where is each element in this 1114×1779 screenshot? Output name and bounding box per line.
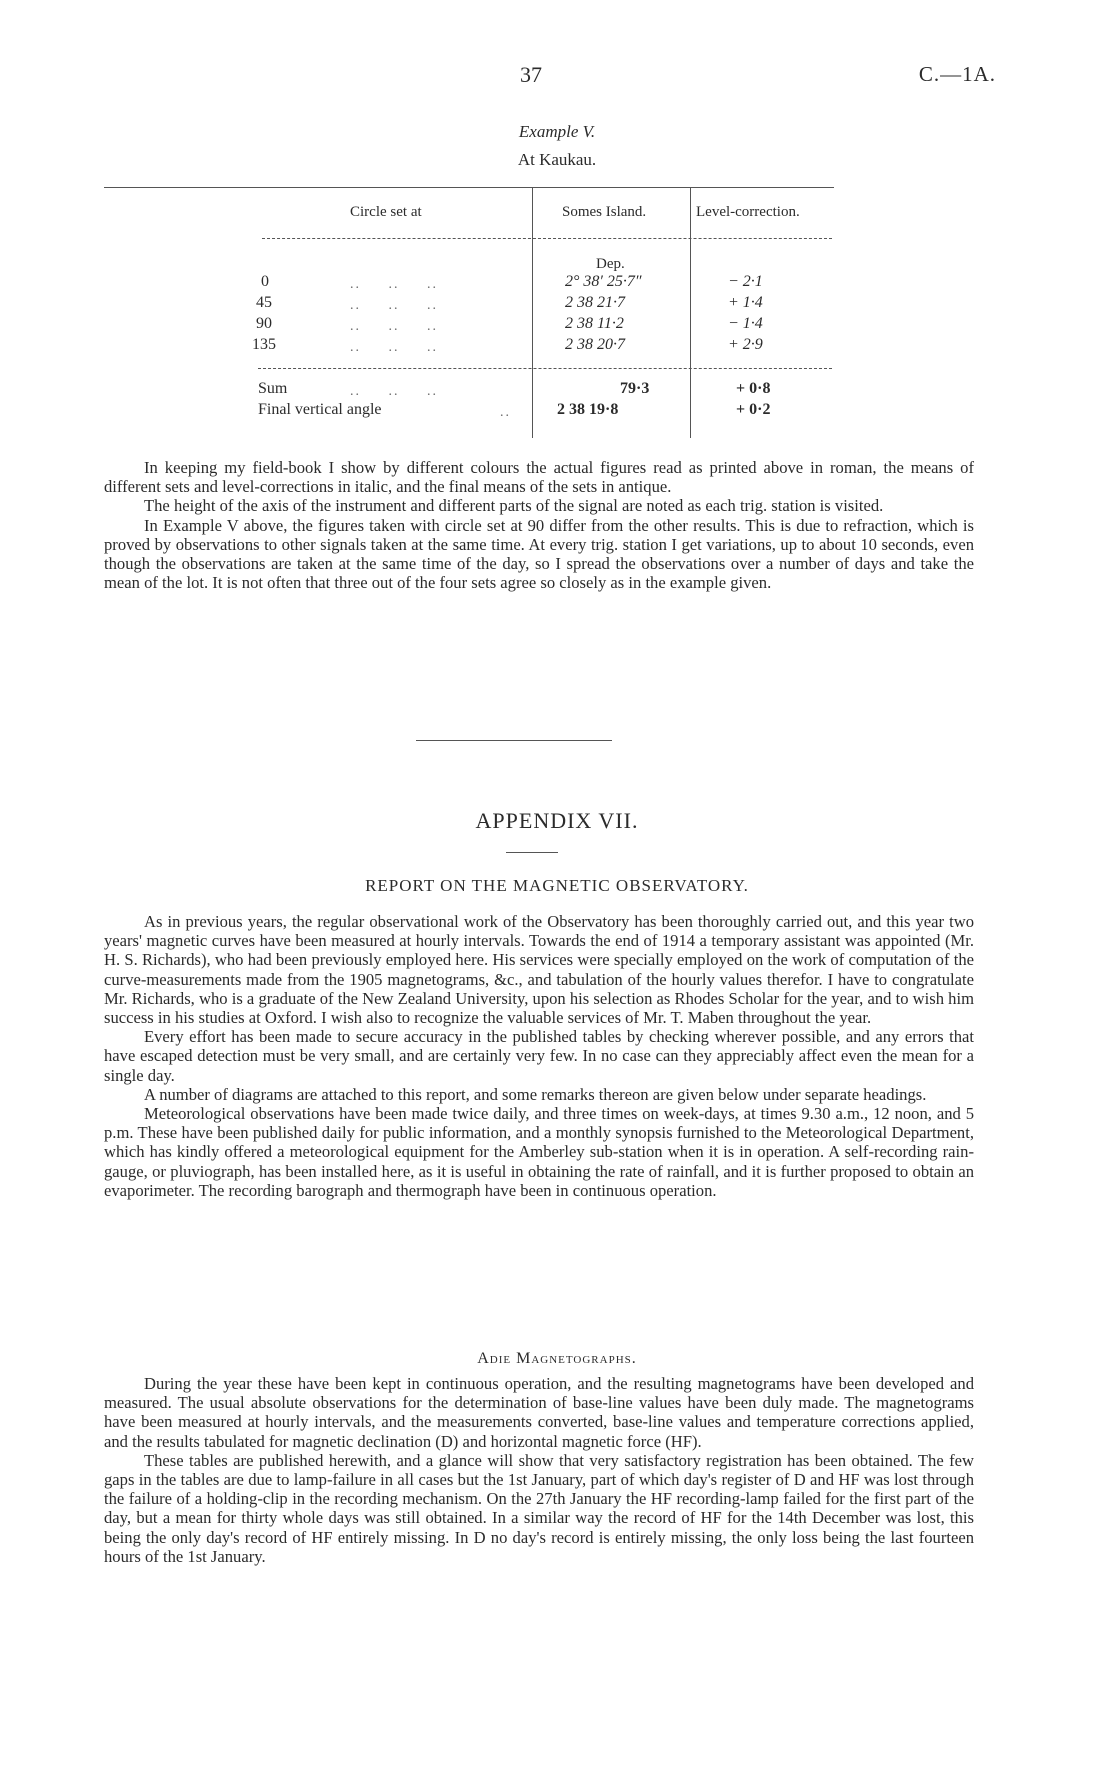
table-top-rule <box>104 187 834 188</box>
col-header-somes: Somes Island. <box>562 204 647 220</box>
document-code: C.—1A. <box>918 62 996 86</box>
note-paragraph: In Example V above, the figures taken with circle set at 90 differ from the other results. This is due to refraction, which is proved by observations to other signals taken at the same time. At every trig. station I get variations, up to about 10 seconds, even though the observations are taken at the same time of the day, so I spread the observations over a number of days and take the mean of the lot. It is not often that three out of the four sets agree so closely as in the example given. <box>104 515 974 593</box>
note-paragraph: The height of the axis of the instrument and different parts of the signal are noted as each trig. station is visited. <box>144 496 884 516</box>
header-rule <box>262 238 832 239</box>
subheading-adie: Adie Magnetographs. <box>477 1350 637 1367</box>
example-title: Example V. <box>518 122 596 141</box>
report-body <box>104 912 974 1200</box>
note-paragraph: In keeping my field-book I show by different colours the actual figures read as printed above in roman, the means of different sets and level-corrections in italic, and the final means of the sets in antique. <box>104 458 974 497</box>
appendix-title: APPENDIX VII. <box>475 808 639 833</box>
unit-label: Dep. <box>596 256 625 272</box>
page-number: 37 <box>520 62 542 87</box>
report-title: REPORT ON THE MAGNETIC OBSERVATORY. <box>365 876 749 895</box>
example-location: At Kaukau. <box>517 150 597 169</box>
table-col-divider-1 <box>532 188 533 438</box>
section-divider <box>416 740 612 741</box>
adie-paragraph: During the year these have been kept in continuous operation, and the resulting magnetograms have been developed and measured. The usual absolute observations for the determination of base-line values have been duly made. The magnetograms have been measured at hourly intervals, and the measurements converted, base-line values and temperature corrections applied, and the results tabulated for magnetic declination (D) and horizontal magnetic force (HF). <box>104 1374 974 1451</box>
col-header-level: Level-correction. <box>696 204 800 220</box>
report-paragraph: Every effort has been made to secure accuracy in the published tables by checking wherever possible, and any errors that have escaped detection must be very small, and are certainly very few. In no case can they appreciably affect even the mean for a single day. <box>104 1027 974 1085</box>
report-paragraph: A number of diagrams are attached to this report, and some remarks thereon are given below under separate headings. <box>144 1084 927 1104</box>
adie-paragraph: These tables are published herewith, and a glance will show that very satisfactory registration has been obtained. The few gaps in the tables are due to lamp-failure in all cases but the 1st January, part of which day's register of D and HF was lost through the failure of a holding-clip in the recording mechanism. On the 27th January the HF recording-lamp failed for the first part of the day, but a mean for thirty whole days was still obtained. In a similar way the record of HF for the 14th December was lost, this being the only day's record of HF entirely missing. In D no day's record is entirely missing, the only loss being the last fourteen hours of the 1st January. <box>104 1450 974 1566</box>
sum-rule <box>258 368 832 369</box>
table-col-divider-2 <box>690 188 691 438</box>
appendix-rule <box>506 852 558 853</box>
adie-body <box>104 1374 974 1566</box>
example-notes <box>104 458 974 592</box>
col-header-circle: Circle set at <box>350 204 422 220</box>
report-paragraph: As in previous years, the regular observational work of the Observatory has been thoroughly carried out, and this year two years' magnetic curves have been measured at hourly intervals. Towards the end of 1914 a temporary assistant was appointed (Mr. H. S. Richards), who had been previously employed here. His services were specially employed on the work of computation of the curve-measurements made from the 1905 magnetograms, &c., and tabulation of the hourly values therefor. I have to congratulate Mr. Richards, who is a graduate of the New Zealand University, upon his selection as Rhodes Scholar for the year, and to wish him success in his studies at Oxford. I wish also to recognize the valuable services of Mr. T. Maben throughout the year. <box>104 912 974 1028</box>
report-paragraph: Meteorological observations have been made twice daily, and three times on week-days, at times 9.30 a.m., 12 noon, and 5 p.m. These have been published daily for public information, and a monthly synopsis furnished to the Meteorological Department, which has kindly offered a meteorological equipment for the Amberley sub-station when it is in operation. A self-recording rain-gauge, or pluviograph, has been installed here, as it is useful in obtaining the rate of rainfall, and it is further proposed to obtain an evaporimeter. The recording barograph and thermograph have been in continuous operation. <box>104 1104 974 1200</box>
